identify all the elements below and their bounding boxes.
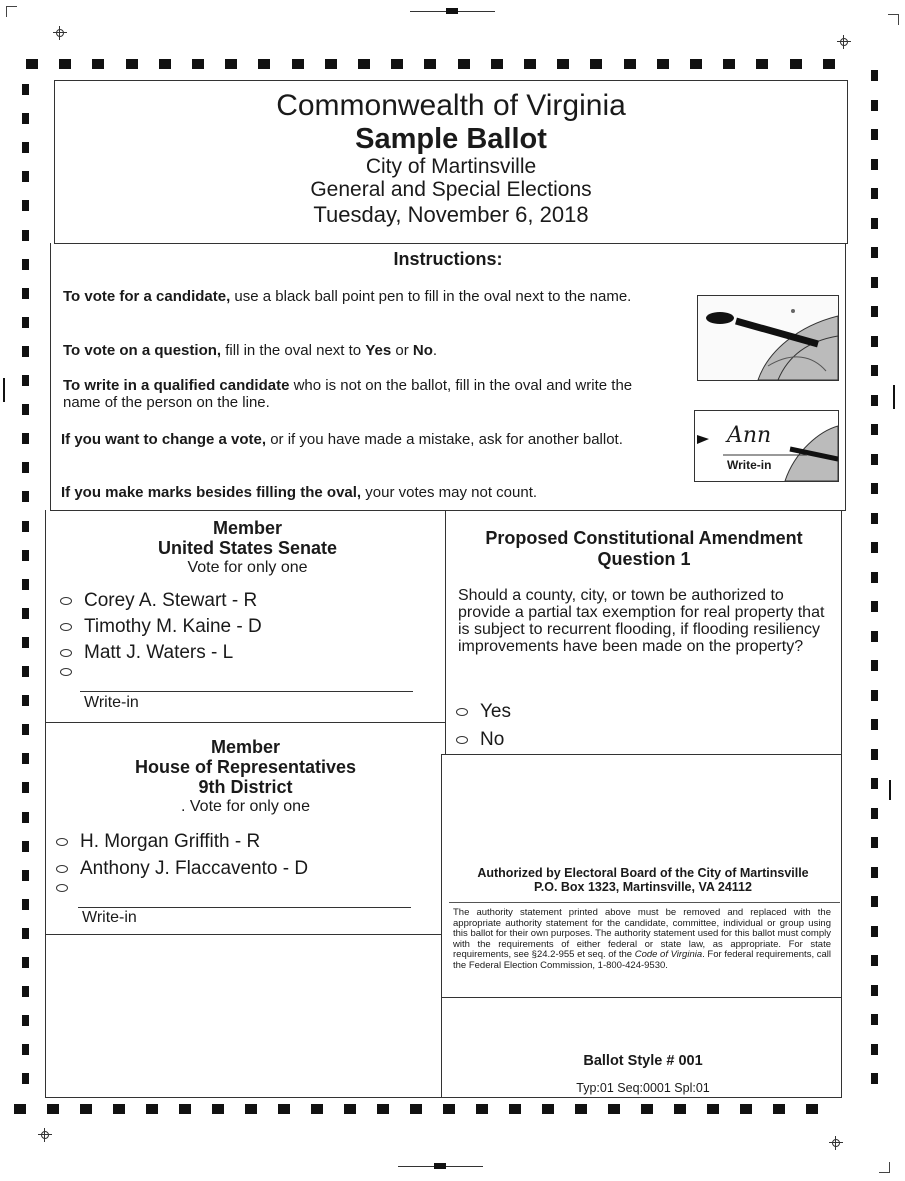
instruction-question: To vote on a question, fill in the oval next to Yes or No. (63, 342, 438, 359)
timing-mark (823, 59, 835, 69)
write-in-example-label: Write-in (727, 458, 772, 472)
timing-mark (871, 601, 878, 612)
timing-mark (22, 491, 29, 502)
timing-mark (424, 59, 436, 69)
timing-mark (871, 424, 878, 435)
timing-mark (22, 404, 29, 415)
write-in-example-illustration (694, 410, 839, 482)
timing-mark (806, 1104, 818, 1114)
timing-mark (871, 896, 878, 907)
timing-mark (871, 660, 878, 671)
timing-mark (26, 59, 38, 69)
timing-mark (871, 188, 878, 199)
timing-mark (608, 1104, 620, 1114)
timing-mark (14, 1104, 26, 1114)
office-name: House of Representatives (134, 757, 357, 777)
timing-mark (443, 1104, 455, 1114)
timing-mark (524, 59, 536, 69)
vote-oval[interactable] (60, 623, 72, 631)
instruction-candidate: To vote for a candidate, use a black ball point pen to fill in the oval next to the name. (63, 288, 632, 305)
timing-mark (458, 59, 470, 69)
contest-divider (45, 722, 446, 723)
timing-mark (212, 1104, 224, 1114)
timing-mark (871, 572, 878, 583)
timing-mark (871, 483, 878, 494)
ballot-style: Ballot Style # 001 (583, 1053, 703, 1069)
timing-mark (22, 957, 29, 968)
timing-mark (871, 129, 878, 140)
vote-oval[interactable] (56, 838, 68, 846)
timing-mark (22, 317, 29, 328)
ballot-style-codes: Typ:01 Seq:0001 Spl:01 (576, 1081, 710, 1095)
timing-mark (80, 1104, 92, 1114)
instructions-title: Instructions: (393, 249, 503, 269)
house-contest-header (48, 737, 443, 816)
timing-mark (871, 867, 878, 878)
yes-option[interactable]: Yes (456, 701, 511, 723)
timing-mark (22, 346, 29, 357)
timing-mark (871, 395, 878, 406)
vote-oval[interactable] (60, 597, 72, 605)
locality: City of Martinsville (365, 155, 537, 178)
vote-for-instruction: . Vote for only one (181, 798, 310, 815)
timing-mark (377, 1104, 389, 1114)
timing-mark (871, 1073, 878, 1084)
authority-fine-print: The authority statement printed above must be removed and replaced with the appropriate authority statement for the candidate, committee, individual or group using this ballot for their own purposes. The authority statement used for this ballot must comply with the requirements of either federal or state law, as appropriate. For state requirements, see §24.2-955 et seq. of the Code of Virginia. For federal requirements, call the Federal Election Commission, 1-800-424-9530. (453, 907, 831, 971)
timing-mark (871, 1044, 878, 1055)
timing-mark (22, 1044, 29, 1055)
authority-divider (449, 902, 840, 903)
timing-mark (871, 926, 878, 937)
alignment-block (434, 1163, 446, 1169)
timing-mark (871, 70, 878, 81)
vote-oval[interactable] (60, 649, 72, 657)
timing-mark (47, 1104, 59, 1114)
timing-mark (509, 1104, 521, 1114)
timing-mark (871, 277, 878, 288)
timing-mark (92, 59, 104, 69)
contest-divider (441, 997, 842, 998)
timing-mark (358, 59, 370, 69)
write-in-option[interactable] (56, 884, 68, 892)
instructions-section (50, 243, 846, 511)
candidate-option[interactable]: Corey A. Stewart - R (60, 590, 257, 612)
right-border (841, 510, 842, 1098)
timing-mark (245, 1104, 257, 1114)
timing-mark (59, 59, 71, 69)
election-date: Tuesday, November 6, 2018 (313, 202, 589, 227)
timing-mark (22, 899, 29, 910)
timing-mark (871, 336, 878, 347)
timing-mark (22, 579, 29, 590)
timing-mark (22, 637, 29, 648)
timing-mark (22, 608, 29, 619)
state-title: Commonwealth of Virginia (276, 89, 626, 122)
timing-mark (871, 513, 878, 524)
contest-divider (45, 934, 442, 935)
timing-mark (871, 749, 878, 760)
timing-mark (113, 1104, 125, 1114)
timing-mark (871, 690, 878, 701)
timing-mark (756, 59, 768, 69)
timing-mark (575, 1104, 587, 1114)
vote-oval[interactable] (56, 884, 68, 892)
pen-filling-oval-illustration (697, 295, 839, 381)
instruction-stray-marks: If you make marks besides filling the oval, your votes may not count. (61, 484, 538, 501)
timing-mark (871, 365, 878, 376)
timing-mark (22, 433, 29, 444)
timing-mark (344, 1104, 356, 1114)
timing-mark (22, 870, 29, 881)
vote-oval[interactable] (60, 668, 72, 676)
timing-mark (325, 59, 337, 69)
timing-mark (22, 1015, 29, 1026)
instruction-change-vote: If you want to change a vote, or if you have made a mistake, ask for another ballot. (61, 431, 623, 448)
timing-mark (179, 1104, 191, 1114)
senate-contest-header (50, 518, 445, 577)
timing-mark (871, 454, 878, 465)
timing-mark (641, 1104, 653, 1114)
timing-mark (22, 84, 29, 95)
timing-mark (707, 1104, 719, 1114)
registration-mark-icon (53, 26, 67, 40)
timing-mark (22, 695, 29, 706)
timing-mark (311, 1104, 323, 1114)
timing-mark (590, 59, 602, 69)
timing-mark (740, 1104, 752, 1114)
timing-mark (22, 928, 29, 939)
timing-mark (22, 550, 29, 561)
timing-mark (22, 375, 29, 386)
corner-mark (879, 1162, 890, 1173)
timing-mark (22, 782, 29, 793)
timing-mark (159, 59, 171, 69)
timing-mark (22, 841, 29, 852)
timing-mark (871, 306, 878, 317)
timing-mark (871, 985, 878, 996)
timing-mark (476, 1104, 488, 1114)
timing-mark (22, 230, 29, 241)
registration-mark-icon (837, 35, 851, 49)
timing-mark (22, 1073, 29, 1084)
amendment-header (448, 528, 840, 570)
vote-oval[interactable] (56, 865, 68, 873)
timing-mark (723, 59, 735, 69)
timing-mark (657, 59, 669, 69)
timing-mark (624, 59, 636, 69)
timing-mark (557, 59, 569, 69)
timing-mark (871, 778, 878, 789)
ballot-header (54, 80, 848, 244)
district-name: 9th District (198, 777, 293, 797)
timing-mark (410, 1104, 422, 1114)
timing-mark (871, 808, 878, 819)
write-in-line[interactable] (78, 907, 411, 908)
write-in-option[interactable] (60, 668, 72, 676)
candidate-option[interactable]: Matt J. Waters - L (60, 642, 233, 664)
timing-mark (22, 462, 29, 473)
column-divider (445, 510, 446, 755)
left-border (45, 510, 46, 1098)
contest-divider (441, 754, 842, 755)
timing-mark (22, 753, 29, 764)
timing-mark (3, 378, 5, 402)
timing-mark (871, 631, 878, 642)
timing-mark (893, 385, 895, 409)
handwritten-name: Ann (727, 423, 772, 448)
candidate-option[interactable]: Timothy M. Kaine - D (60, 616, 262, 638)
vote-oval[interactable] (456, 736, 468, 744)
timing-mark (391, 59, 403, 69)
write-in-line[interactable] (80, 691, 413, 692)
timing-mark (22, 171, 29, 182)
timing-mark (542, 1104, 554, 1114)
timing-mark (258, 59, 270, 69)
timing-mark (871, 100, 878, 111)
timing-mark (22, 724, 29, 735)
timing-mark (22, 812, 29, 823)
timing-mark (225, 59, 237, 69)
timing-mark (690, 59, 702, 69)
timing-mark (192, 59, 204, 69)
timing-mark (22, 288, 29, 299)
vote-for-instruction: Vote for only one (187, 559, 308, 576)
timing-mark (871, 955, 878, 966)
authority-statement: Authorized by Electoral Board of the City of Martinsville P.O. Box 1323, Martinsville, VA 24112 (477, 866, 809, 894)
timing-mark (674, 1104, 686, 1114)
amendment-question-text: Should a county, city, or town be authorized to provide a partial tax exemption for real property that is subject to recurrent flooding, if flooding resiliency improvements have been made on the property? (458, 587, 825, 655)
registration-mark-icon (829, 1136, 843, 1150)
timing-mark (278, 1104, 290, 1114)
corner-mark (6, 6, 17, 17)
timing-mark (22, 113, 29, 124)
timing-mark (871, 719, 878, 730)
vote-oval[interactable] (456, 708, 468, 716)
timing-mark (871, 218, 878, 229)
timing-mark (22, 200, 29, 211)
write-in-label: Write-in (82, 909, 137, 926)
question-number: Question 1 (597, 549, 691, 569)
timing-mark (889, 780, 891, 800)
timing-mark (871, 247, 878, 258)
timing-mark (773, 1104, 785, 1114)
instruction-write-in: To write in a qualified candidate who is not on the ballot, fill in the oval and write the name of the person on the line. (63, 377, 633, 411)
office-title: Member (210, 737, 281, 757)
bottom-border (45, 1097, 842, 1098)
timing-mark (22, 259, 29, 270)
candidate-option[interactable]: Anthony J. Flaccavento - D (56, 858, 308, 880)
timing-mark (871, 837, 878, 848)
write-in-label: Write-in (84, 694, 139, 711)
timing-mark (871, 159, 878, 170)
timing-mark (292, 59, 304, 69)
office-title: Member (212, 518, 283, 538)
office-name: United States Senate (157, 538, 338, 558)
registration-mark-icon (38, 1128, 52, 1142)
no-option[interactable]: No (456, 729, 504, 751)
timing-mark (22, 142, 29, 153)
timing-mark (146, 1104, 158, 1114)
timing-mark (871, 542, 878, 553)
corner-mark (888, 14, 899, 25)
alignment-block (446, 8, 458, 14)
timing-mark (790, 59, 802, 69)
timing-mark (22, 666, 29, 677)
timing-mark (22, 986, 29, 997)
candidate-option[interactable]: H. Morgan Griffith - R (56, 831, 260, 853)
timing-mark (491, 59, 503, 69)
timing-mark (871, 1014, 878, 1025)
timing-mark (22, 521, 29, 532)
amendment-title: Proposed Constitutional Amendment (485, 528, 803, 548)
election-name: General and Special Elections (310, 178, 592, 201)
timing-mark (126, 59, 138, 69)
ballot-title: Sample Ballot (355, 123, 547, 155)
